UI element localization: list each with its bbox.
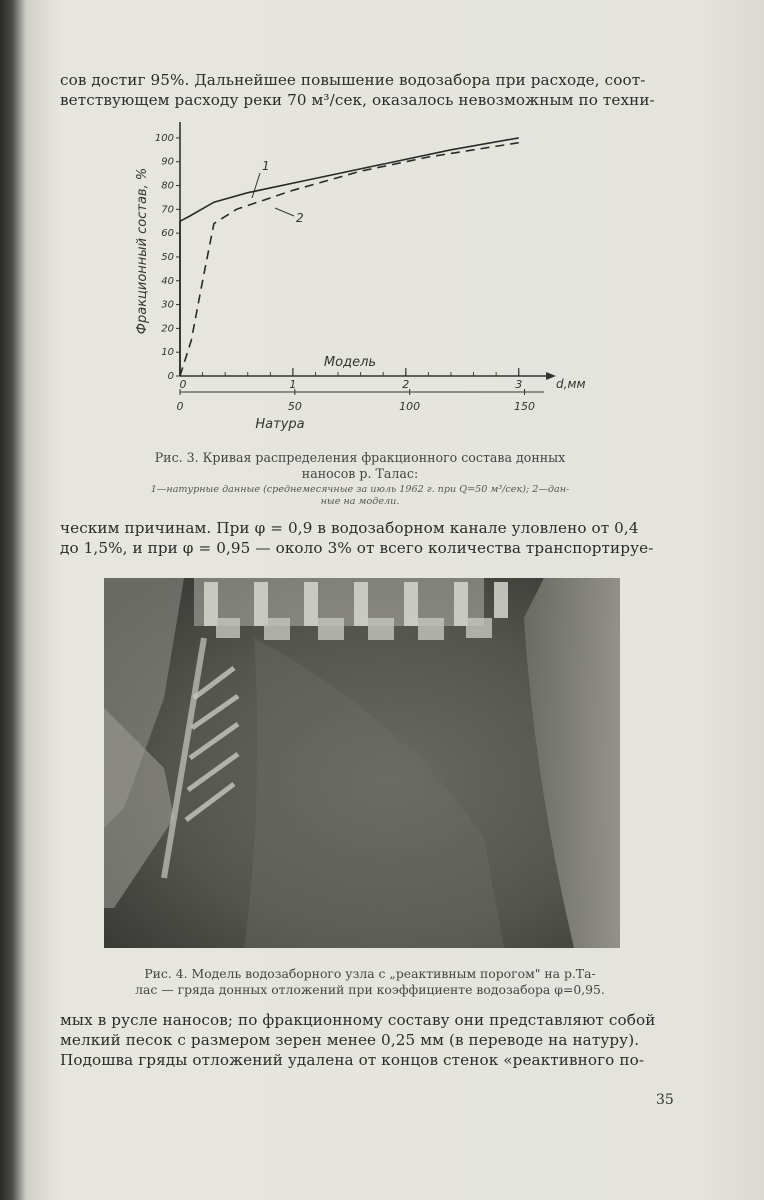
x-nature-tick-label: 0 [176, 400, 184, 413]
y-tick-label: 70 [161, 204, 174, 216]
paragraph-bottom [60, 1010, 670, 1070]
figure3-caption [110, 450, 610, 482]
x-axis-unit-label: d,мм [556, 377, 586, 391]
x-nature-tick-label: 100 [399, 400, 421, 413]
paragraph-top [60, 70, 670, 110]
figure4-caption-line: Рис. 4. Модель водозаборного узла с „реактивным порогом" на р.Та- [144, 966, 596, 981]
figure3-legend [110, 484, 610, 508]
x-axis-arrow [546, 372, 556, 380]
y-tick-label: 20 [161, 323, 174, 335]
figure4-caption-line: лас — гряда донных отложений при коэффициенте водозабора φ=0,95. [135, 982, 605, 997]
series-label-1: 1 [262, 159, 270, 173]
text-line: ветствующем расходу реки 70 м³/сек, оказалось невозможным по техни- [60, 91, 655, 109]
y-tick-label: 90 [161, 156, 174, 168]
y-tick-label: 40 [161, 275, 174, 287]
y-tick-label: 30 [161, 299, 174, 311]
x-model-tick-label: 2 [402, 378, 410, 391]
series-label-2-leader [275, 208, 294, 216]
y-tick-label: 80 [161, 180, 174, 192]
water-intake-model-photo [104, 578, 620, 948]
text-line: до 1,5%, и при φ = 0,95 — около 3% от всего количества транспортируе- [60, 539, 654, 557]
x-axis-nature-label: Натура [255, 417, 305, 432]
y-tick-label: 60 [161, 228, 174, 240]
figure4-caption [90, 966, 650, 998]
figure3-caption-line: Рис. 3. Кривая распределения фракционного состава донных [154, 450, 566, 465]
y-tick-label: 100 [154, 132, 174, 144]
x-axis-model-label: Модель [323, 355, 377, 370]
fraction-composition-chart [120, 118, 586, 432]
text-line: ческим причинам. При φ = 0,9 в водозаборном канале уловлено от 0,4 [60, 519, 639, 537]
y-tick-label: 10 [161, 347, 174, 359]
x-model-tick-label: 3 [515, 378, 523, 391]
x-model-tick-label: 1 [289, 378, 297, 391]
text-line: мелкий песок с размером зерен менее 0,25 мм (в переводе на натуру). [60, 1031, 640, 1049]
text-line: сов достиг 95%. Дальнейшее повышение водозабора при расходе, соот- [60, 71, 646, 89]
page-number: 35 [656, 1092, 674, 1108]
series-line-2 [180, 143, 519, 376]
figure3-legend-line: 1—натурные данные (среднемесячные за июль 1962 г. при Q=50 м³/сек); 2—дан- [150, 484, 570, 495]
photo-illustration [104, 578, 620, 948]
y-tick-label: 50 [161, 251, 174, 263]
figure3-caption-line: наносов р. Талас: [301, 466, 419, 481]
x-model-tick-label: 0 [179, 378, 187, 391]
x-nature-tick-label: 50 [287, 400, 302, 413]
y-axis-label: Фракционный состав, % [135, 167, 150, 335]
text-line: Подошва гряды отложений удалена от концов стенок «реактивного по- [60, 1051, 645, 1069]
series-label-1-leader [252, 173, 260, 198]
x-nature-tick-label: 150 [514, 400, 536, 413]
series-label-2: 2 [296, 211, 304, 225]
y-tick-label: 0 [167, 371, 174, 382]
paragraph-middle [60, 518, 670, 558]
text-line: мых в русле наносов; по фракционному составу они представляют собой [60, 1011, 656, 1029]
figure3-legend-line: ные на модели. [320, 496, 400, 507]
